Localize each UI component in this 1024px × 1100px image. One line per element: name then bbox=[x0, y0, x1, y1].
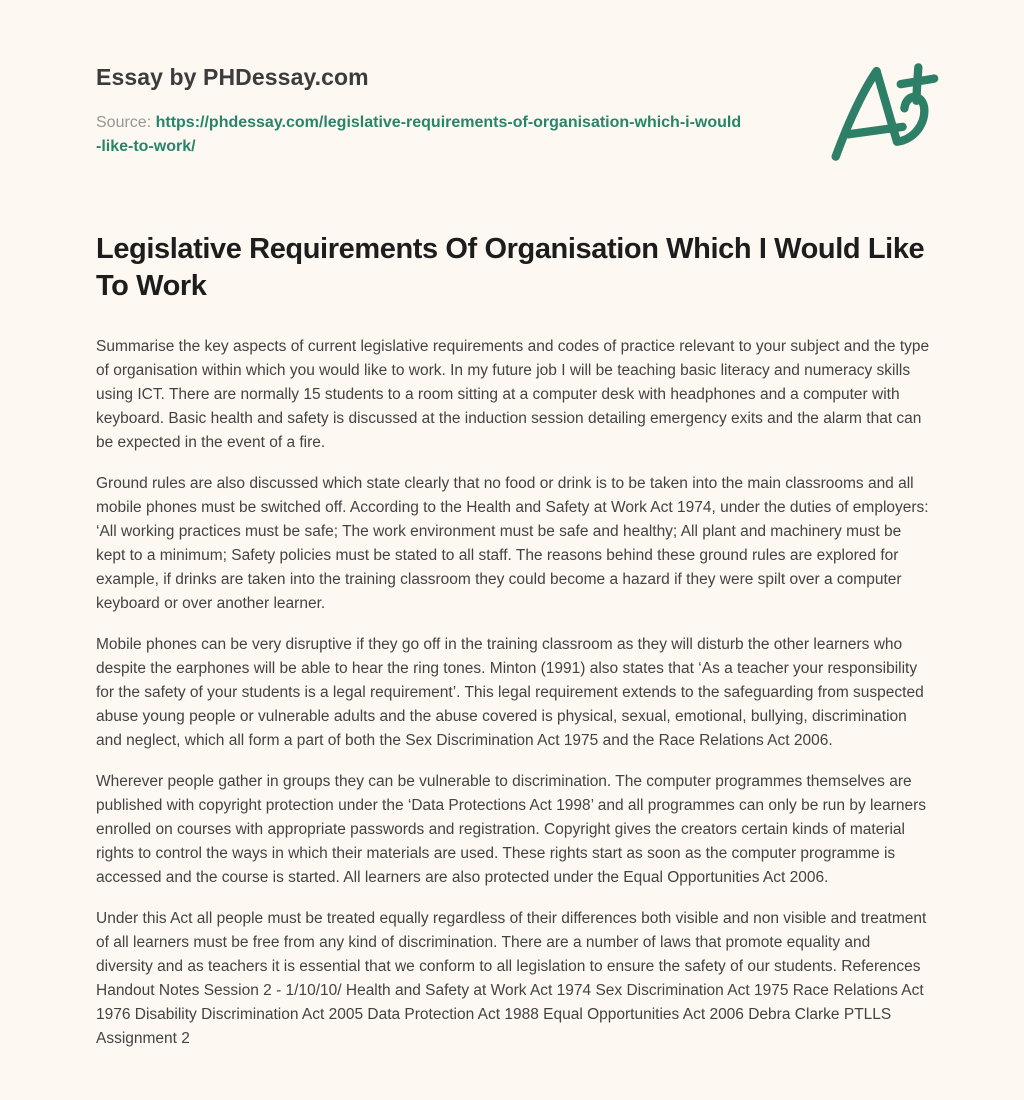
essay-paragraph-2: Ground rules are also discussed which state clearly that no food or drink is to be taken into the main classrooms and all mobile phones must be switched off. According to the Health and Safety at Work Act 1974, under the duties of employers: ‘All working practices must be safe; The work environment must be safe and healthy; All plant and machinery must be kept to a minimum; Safety policies must be stated to all staff. The reasons behind these ground rules are explored for example, if drinks are taken into the training classroom they could become a hazard if they were spilt over a computer keyboard or over another learner. bbox=[96, 475, 929, 612]
a-plus-logo-icon bbox=[828, 60, 940, 164]
essay-paragraph-3: Mobile phones can be very disruptive if they go off in the training classroom as they will disturb the other learners who despite the earphones will be able to hear the ring tones. Minton (1991) also states that ‘As a teacher your responsibility for the safety of your students is a legal requirement’. This legal requirement extends to the safeguarding from suspected abuse young people or vulnerable adults and the abuse covered is physical, sexual, emotional, bullying, discrimination and neglect, which all form a part of both the Sex Discrimination Act 1975 and the Race Relations Act 2006. bbox=[96, 636, 924, 749]
essay-body bbox=[96, 335, 930, 1051]
source-label: Source: bbox=[96, 114, 152, 131]
site-title: Essay by PHDessay.com bbox=[96, 64, 369, 90]
essay-paragraph-1: Summarise the key aspects of current legislative requirements and codes of practice relevant to your subject and the type of organisation within which you would like to work. In my future job I will be teaching basic literacy and numeracy skills using ICT. There are normally 15 students to a room sitting at a computer desk with headphones and a computer with keyboard. Basic health and safety is discussed at the induction session detailing emergency exits and the alarm that can be expected in the event of a fire. bbox=[96, 338, 930, 451]
essay-paragraph-4: Wherever people gather in groups they can be vulnerable to discrimination. The computer programmes themselves are published with copyright protection under the ‘Data Protections Act 1998’ and all programmes can only be run by learners enrolled on courses with appropriate passwords and registration. Copyright gives the creators certain kinds of material rights to control the ways in which their materials are used. These rights start as soon as the computer programme is accessed and the course is started. All learners are also protected under the Equal Opportunities Act 2006. bbox=[96, 773, 927, 886]
page-header bbox=[96, 64, 930, 159]
source-line bbox=[96, 111, 746, 159]
source-url-link[interactable]: https://phdessay.com/legislative-requirements-of-organisation-which-i-would-like-to-work/ bbox=[96, 114, 742, 155]
essay-paragraph-5: Under this Act all people must be treated equally regardless of their differences both visible and non visible and treatment of all learners must be free from any kind of discrimination. There are a number of laws that promote equality and diversity and as teachers it is essential that we conform to all legislation to ensure the safety of our students. References Handout Notes Session 2 - 1/10/10/ Health and Safety at Work Act 1974 Sex Discrimination Act 1975 Race Relations Act 1976 Disability Discrimination Act 2005 Data Protection Act 1988 Equal Opportunities Act 2006 Debra Clarke PTLLS Assignment 2 bbox=[96, 910, 927, 1047]
essay-title: Legislative Requirements Of Organisation Which I Would Like To Work bbox=[96, 233, 925, 302]
